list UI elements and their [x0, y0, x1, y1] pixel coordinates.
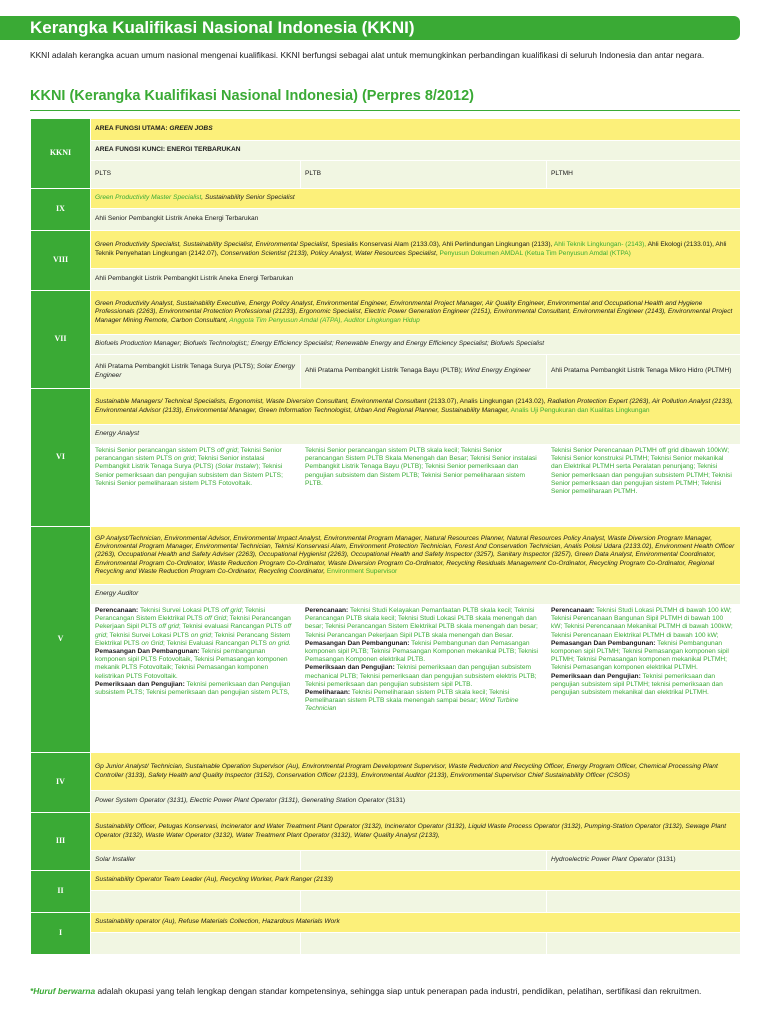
col-header-pltb: PLTB — [301, 161, 547, 189]
level-vi-plts: Teknisi Senior perancangan sistem PLTS off grid; Teknisi Senior perancangan sistem PLTS on grid; Teknisi Senior instalasi Pembangkit Listrik Tenaga Surya (PLTS) (Solar Instaler); Teknisi Senior pemeriksaan dan pengujian subsistem dan Sistem PLTS; Teknisi Senior pemeliharaan sistem PLTS Fotovoltaik. — [91, 445, 301, 527]
area-fungsi-utama: AREA FUNGSI UTAMA: GREEN JOBS — [91, 119, 741, 141]
page-title: Kerangka Kualifikasi Nasional Indonesia (KKNI) — [0, 16, 740, 40]
level-ii-plts — [91, 891, 301, 913]
kkni-header-cell: KKNI — [31, 119, 91, 189]
level-vi-pltmh: Teknisi Senior Perencanaan PLTMH off grid dibawah 100kW; Teknisi Senior konstruksi PLTMH; Teknisi Senior mekanikal dan Elektrikal PLTMH serta Peralatan penunjang; Teknisi Senior pemeriksaan dan pengujian subsistem PLTMH; Teknisi Senior pemeriksaan dan pengujian sistem PLTMH; Teknisi Senior pemeliharaan PLTMH. — [547, 445, 741, 527]
level-iv: IV — [31, 753, 91, 813]
level-iv-energy: Power System Operator (3131), Electric Power Plant Operator (3131), Generating Station Operator (3131) — [91, 791, 741, 813]
level-vi: VI — [31, 389, 91, 527]
level-i: I — [31, 913, 91, 955]
level-iii: III — [31, 813, 91, 871]
level-v-pltb: Perencanaan: Teknisi Studi Kelayakan Pemanfaatan PLTB skala kecil; Teknisi Perancangan PLTB skala kecil; Teknisi Studi Lokasi PLTB skala menengah dan besar; Teknisi Perancangan Sistem Elektrikal PLTB skala menengah dan besar; Teknisi Perancangan Pekerjaan Sipil PLTB skala menengah dan Besar. Pemasangan Dan Pembangunan: Teknisi Pembangunan dan Pemasangan komponen sipil PLTB; Teknisi Pemasangan Komponen mekanikal PLTB; Teknisi Pemasangan Komponen elektrikal PLTB. Pemeriksaan dan Pengujian: Teknisi pemeriksaan dan pengujian subsistem mechanical PLTB; Teknisi pemeriksaan dan pengujian subsistem elektris PLTB; Teknisi pemeriksaan dan pengujian subsistem sipil PLTB. Pemeliharaan: Teknisi Pemeliharaan sistem PLTB skala kecil; Teknisi Pemeliharaan sistem PLTB skala menengah sampai besar; Wind Turbine Technician — [301, 605, 547, 753]
level-v-pltmh: Perencanaan: Teknisi Studi Lokasi PLTMH di bawah 100 kW; Teknisi Perencanaan Bangunan Sipil PLTMH di bawah 100 kW; Teknisi Perencanaan Mekanikal PLTMH di bawah 100kW; Teknisi Perencanaan Elektrikal PLTMH di bawah 100 kW; Pemasangan Dan Pembangunan: Teknisi Pembangunan komponen sipil PLTMH; Teknisi Pemasangan komponen sipil PLTMH; Teknisi Pemasangan komponen mekanikal PLTMH; Teknisi Pemasangan komponen elektrikal PLTMH. Pemeriksaan dan Pengujian: Teknisi pemeriksaan dan pengujian subsistem sipil PLTMH; teknisi pemeriksaan dan pengujian subsistem mekanikal dan elektrikal PLTMH. — [547, 605, 741, 753]
level-vii: VII — [31, 291, 91, 389]
level-iii-occupations: Sustainability Officer, Petugas Konservasi, Incinerator and Water Treatment Plant Operator (3132), Incinerator Operator (3132), Liquid Waste Process Operator (3132), Pumping-Station Operator (3132), Sewage Plant Operator (3132), Waste Water Operator (3132), Water Treatment Plant Operator (3132), Water Quality Analyst (2133), — [91, 813, 741, 851]
level-ii-pltb — [301, 891, 547, 913]
level-vii-plts: Ahli Pratama Pembangkit Listrik Tenaga Surya (PLTS); Solar Energy Engineer — [91, 355, 301, 389]
level-v-energy: Energy Auditor — [91, 585, 741, 605]
level-ix-energy: Ahli Senior Pembangkit Listrik Aneka Energi Terbarukan — [91, 209, 741, 231]
level-i-occupations: Sustainability operator (Au), Refuse Materials Collection, Hazardous Materials Work — [91, 913, 741, 933]
level-ii: II — [31, 871, 91, 913]
col-header-pltmh: PLTMH — [547, 161, 741, 189]
level-viii-energy: Ahli Pembangkit Listrik Pembangkit Listrik Aneka Energi Terbarukan — [91, 269, 741, 291]
level-vii-occupations: Green Productivity Analyst, Sustainability Executive, Energy Policy Analyst, Environmental Engineer, Environmental Project Manager, Air Quality Engineer, Environmental and Occupational Health and Hygiene Professionals (2263), Environmental Protection Professional (21233), Ergonomic Specialist, Electric Power Generation Engineer (2151), Environmental Consultant, Environmental Engineer (2143), Environmental Project Manager Mining Remote, Carbon Consultant, Anggota Tim Penyusun Amdal (ATPA), Auditor Lingkungan Hidup — [91, 291, 741, 335]
kkni-table — [30, 118, 741, 955]
level-ix: IX — [31, 189, 91, 231]
level-ii-pltmh — [547, 891, 741, 913]
level-vii-energy: Biofuels Production Manager; Biofuels Technologist;; Energy Efficiency Specialist; Renewable Energy and Energy Efficiency Specialist; Biofuels Specialist — [91, 335, 741, 355]
level-ii-occupations: Sustainability Operator Team Leader (Au), Recycling Worker, Park Ranger (2133) — [91, 871, 741, 891]
area-fungsi-kunci: AREA FUNGSI KUNCI: ENERGI TERBARUKAN — [91, 141, 741, 161]
level-viii: VIII — [31, 231, 91, 291]
level-vi-occupations: Sustainable Managers/ Technical Specialists, Ergonomist, Waste Diversion Consultant, Environmental Consultant (2133.07), Analis Lingkungan (2143.02), Radiation Protection Expert (2263), Air Pollution Analyst (2133), Environmental Advisor (2133), Environmental Manager, Green Information Technologist, Urban And Regional Planner, Sustainability Manager, Analis Uji Pengukuran dan Kualitas Lingkungan — [91, 389, 741, 425]
level-v-plts: Perencanaan: Teknisi Survei Lokasi PLTS off grid; Teknisi Perancangan Sistem Elektrikal PLTS off Grid; Teknisi Perancangan Pekerjaan Sipil PLTS off grid; Teknisi evaluasi Rancangan PLTS off grid; Teknisi Survei Lokasi PLTS on grid; Teknisi Perancang Sistem Elektrikal PLTS on Grid; Teknisi Evaluasi Rancangan PLTS on grid. Pemasangan Dan Pembangunan: Teknisi pembangunan komponen sipil PLTS Fotovoltaik, Teknisi Pemasangan komponen mekanik PLTS Fotovoltaik; Teknisi Pemasangan komponen kelistrikan PLTS Fotovoltaik. Pemeriksaan dan Pengujian: Teknisi pemeriksaan dan Pengujian subsistem PLTS; Teknisi pemeriksaan dan pengujian sistem PLTS, — [91, 605, 301, 753]
level-iii-pltmh: Hydroelectric Power Plant Operator (3131) — [547, 851, 741, 871]
level-v: V — [31, 527, 91, 753]
level-v-occupations: GP Analyst/Technician, Environmental Advisor, Environmental Impact Analyst, Environmental Program Manager, Natural Resources Planner, Natural Resources Policy Analyst, Waste Diversion Program Manager, Environmental Program Manager, Environmental Technician, Teknisi Konservasi Alam, Environment Protection Technician, Forest And Conservation Technician, Analis Polusi Udara (2133.02), Environment Health Officer (2263), Occupational Health and Safety Adviser (2263), Occupational Hygienist (2263), Occupational Health and Safety Inspector (3257), Sanitary Inspector (3257), Green Data Analyst, Environmental Coordinator, Environmental Program Co-Ordinator, Waste Reduction Program Co-Ordinator, Waste Diversion Program Co-Ordinator, Recycling Residuals Management Co-Ordinator, Recycling Program Co-Ordinator, Regional Recycling and Waste Reduction Program Co-Ordinator, Recycling Coordinator, Environment Supervisor — [91, 527, 741, 585]
level-vi-energy: Energy Analyst — [91, 425, 741, 445]
level-iv-occupations: Gp Junior Analyst/ Technician, Sustainable Operation Supervisor (Au), Environmental Program Development Supervisor, Waste Reduction and Recycling Officer, Energy Program Officer, Chemical Processing Plant Controller (3133), Safety Health and Quality Inspector (3152), Conservation Officer (2133), Environmental Auditor (2133), Environmental Supervisor Chief Sustainability Officer (CSOS) — [91, 753, 741, 791]
level-iii-plts: Solar Installer — [91, 851, 301, 871]
subtitle-divider — [30, 110, 740, 111]
level-vii-pltmh: Ahli Pratama Pembangkit Listrik Tenaga Mikro Hidro (PLTMH) — [547, 355, 741, 389]
intro-paragraph: KKNI adalah kerangka acuan umum nasional mengenai kualifikasi. KKNI berfungsi sebagai alat untuk memungkinkan perbandingan kualifikasi di seluruh Indonesia dan antar negara. — [30, 50, 705, 60]
level-i-pltb — [301, 933, 547, 955]
level-ix-occupations: Green Productivity Master Specialist, Sustainability Senior Specialist — [91, 189, 741, 209]
level-i-plts — [91, 933, 301, 955]
col-header-plts: PLTS — [91, 161, 301, 189]
level-viii-occupations: Green Productivity Specialist, Sustainability Specialist, Environmental Specialist, Spesialis Konservasi Alam (2133.03), Ahli Perlindungan Lingkungan (2133), Ahli Teknik Lingkungan- (2143), Ahli Ekologi (2133.01), Ahli Teknik Penyehatan Lingkungan (2142.07), Conservation Scientist (2133), Policy Analyst, Water Resources Specialist, Penyusun Dokumen AMDAL (Ketua Tim Penyusun Amdal (KTPA) — [91, 231, 741, 269]
level-i-pltmh — [547, 933, 741, 955]
level-vii-pltb: Ahli Pratama Pembangkit Listrik Tenaga Bayu (PLTB); Wind Energy Engineer — [301, 355, 547, 389]
level-vi-pltb: Teknisi Senior perancangan sistem PLTB skala kecil; Teknisi Senior perancangan Sistem PLTB Skala Menengah dan Besar; Teknisi Senior instalasi Pembangkit Listrik Tenaga Bayu (PLTB); Teknisi Senior pemeriksaan dan pengujian subsistem dan Sistem PLTB; Teknisi Senior pemeliharaan sistem PLTB. — [301, 445, 547, 527]
level-iii-pltb — [301, 851, 547, 871]
section-subtitle: KKNI (Kerangka Kualifikasi Nasional Indonesia) (Perpres 8/2012) — [30, 88, 475, 104]
footnote: *Huruf berwarna adalah okupasi yang telah lengkap dengan standar kompetensinya, sehingga siap untuk penerapan pada industri, pendidikan, pelatihan, sertifikasi dan rekruitmen. — [30, 986, 702, 996]
